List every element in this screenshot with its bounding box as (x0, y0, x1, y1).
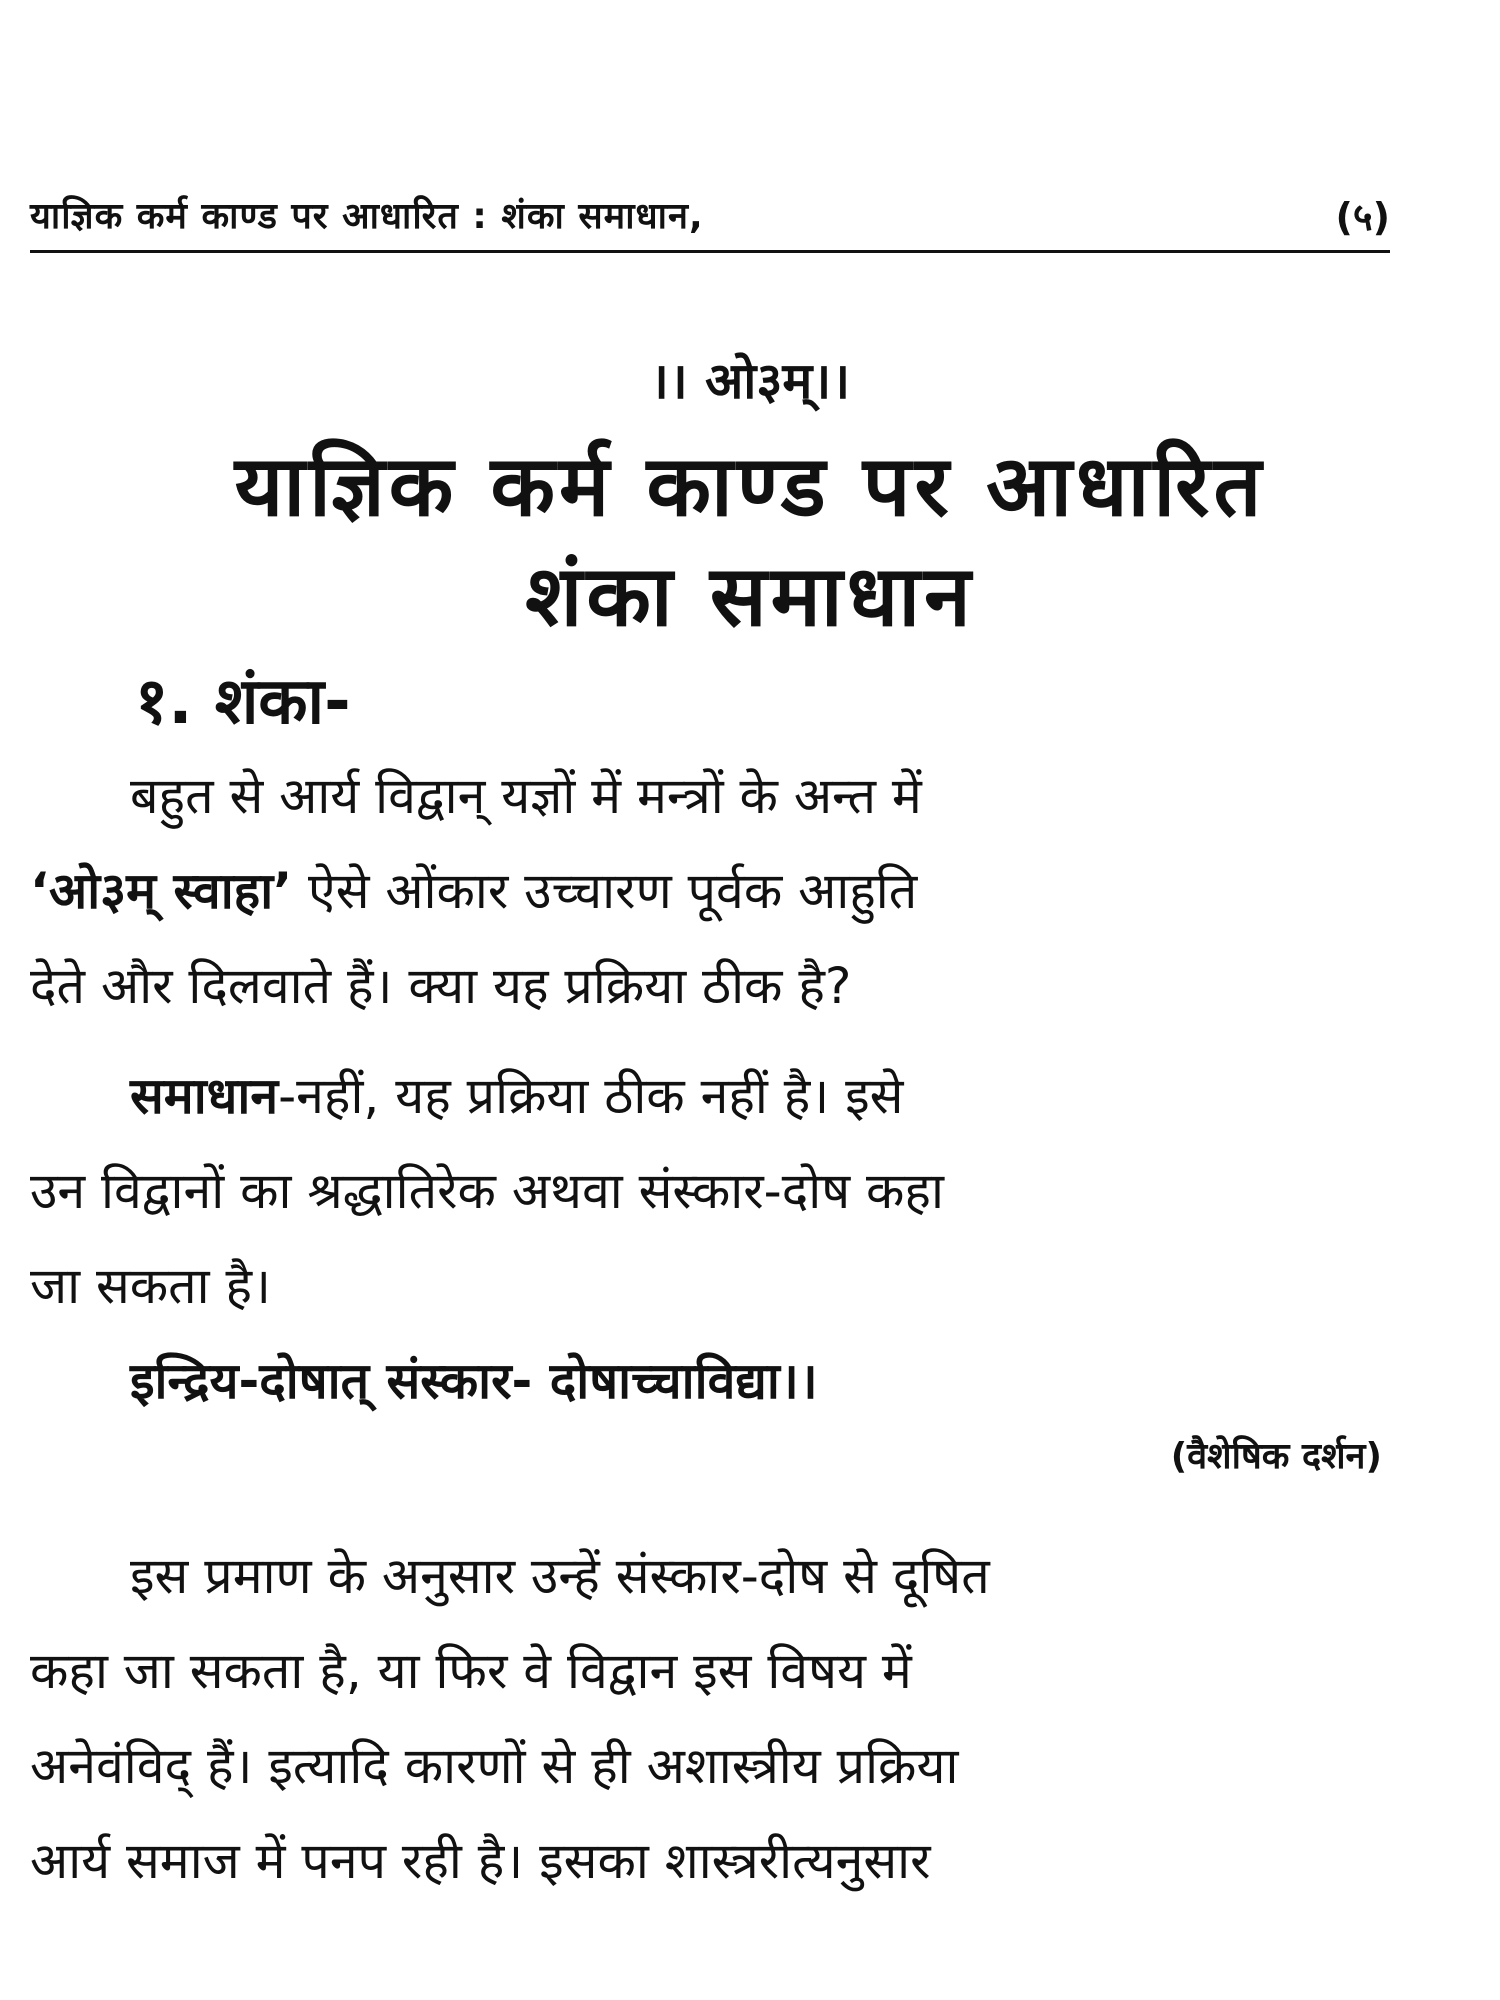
answer-line-1 (130, 1060, 903, 1128)
answer-line-1-text: -नहीं, यह प्रक्रिया ठीक नहीं है। इसे (278, 1067, 904, 1125)
chapter-title-line-1: याज्ञिक कर्म काण्ड पर आधारित (234, 437, 1266, 535)
sutra-quote: इन्द्रिय-दोषात् संस्कार- दोषाच्चाविद्या।। (130, 1352, 818, 1410)
section-heading: १. शंका- (135, 665, 351, 739)
answer-line-2: उन विद्वानों का श्रद्धातिरेक अथवा संस्कार-दोष कहा (30, 1162, 944, 1220)
question-line-2-text: ऐसे ओंकार उच्चारण पूर्वक आहुति (292, 862, 918, 920)
running-header (30, 190, 1390, 253)
paragraph-line-2: कहा जा सकता है, या फिर वे विद्वान इस विषय में (30, 1642, 912, 1700)
om-invocation: ।। ओ३म्।। (649, 352, 851, 410)
paragraph-line-1: इस प्रमाण के अनुसार उन्हें संस्कार-दोष से दूषित (130, 1547, 990, 1605)
question-line-2 (30, 855, 917, 923)
quoted-mantra: ‘ओ३म् स्वाहा’ (30, 862, 293, 920)
paragraph-line-4: आर्य समाज में पनप रही है। इसका शास्त्ररीत्यनुसार (30, 1832, 931, 1890)
running-header-title: याज्ञिक कर्म काण्ड पर आधारित : शंका समाधान, (30, 196, 704, 237)
sutra-source: (वैशेषिक दर्शन) (1170, 1436, 1382, 1477)
answer-line-3: जा सकता है। (30, 1257, 271, 1315)
question-line-1: बहुत से आर्य विद्वान् यज्ञों में मन्त्रों के अन्त में (130, 767, 922, 825)
page-number: (५) (1335, 195, 1390, 239)
chapter-title-line-2: शंका समाधान (525, 547, 975, 645)
question-line-3: देते और दिलवाते हैं। क्या यह प्रक्रिया ठीक है? (30, 957, 852, 1015)
paragraph-line-3: अनेवंविद् हैं। इत्यादि कारणों से ही अशास्त्रीय प्रक्रिया (30, 1737, 959, 1795)
answer-label: समाधान (130, 1067, 279, 1125)
